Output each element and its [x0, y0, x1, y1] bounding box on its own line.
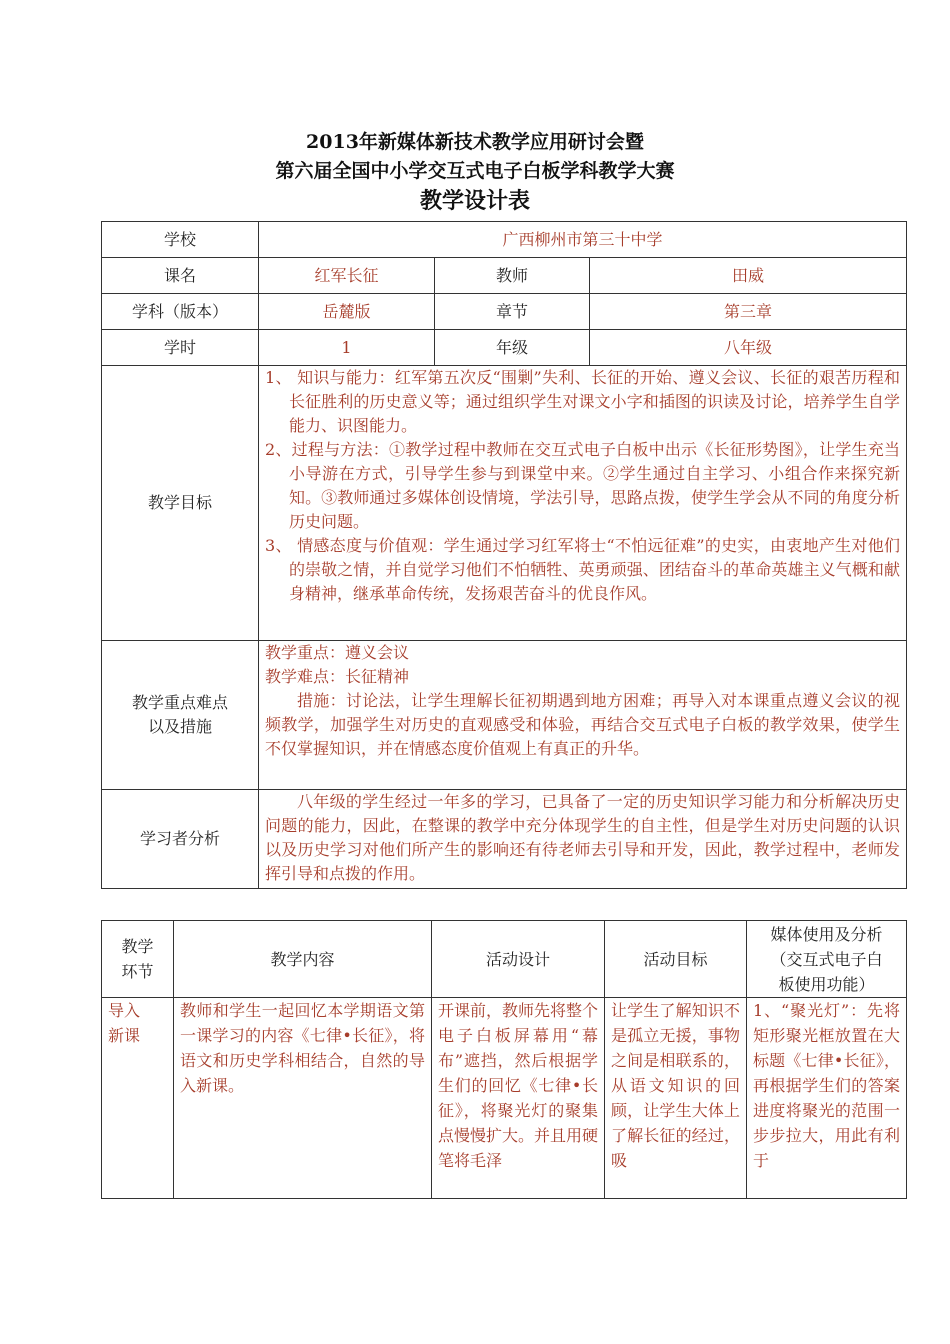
goal-text: 让学生了解知识不是孤立无援，事物之间是相联系的，从语文知识的回顾，让学生大体上了解长征的经过，吸 [611, 1001, 740, 1170]
row-learner [102, 790, 907, 889]
content-text: 教师和学生一起回忆本学期语文第一课学习的内容《七律•长征》，将语文和历史学科相结合，自然的导入新课。 [180, 1001, 425, 1095]
header-media-line-2: （交互式电子白 [770, 949, 883, 969]
header-stage [102, 921, 174, 998]
grade-value: 八年级 [590, 330, 907, 366]
subject-label: 学科（版本） [102, 294, 259, 330]
header-media-line-3: 板使用功能） [778, 974, 875, 994]
keypoints-label-line-2: 以及措施 [147, 717, 212, 736]
activity-text: 开课前，教师先将整个电子白板屏幕用“幕布”遮挡，然后根据学生们的回忆《七律•长征》，将聚光灯的聚集点慢慢扩大。并且用硬笔将毛泽 [438, 1001, 598, 1170]
teaching-measures: 措施：讨论法，让学生理解长征初期遇到地方困难；再导入对本课重点遵义会议的视频教学，加强学生对历史的直观感受和体验，再结合交互式电子白板的教学效果，使学生不仅掌握知识，并在情感态度价值观上有真正的升华。 [265, 691, 900, 758]
stage-line-1: 导入 [108, 1001, 141, 1020]
keypoints-content [259, 641, 907, 790]
school-value: 广西柳州市第三十中学 [259, 222, 907, 258]
grade-label: 年级 [435, 330, 590, 366]
row-course [102, 258, 907, 294]
learner-analysis-text: 八年级的学生经过一年多的学习，已具备了一定的历史知识学习能力和分析解决历史问题的能力，因此，在整课的教学中充分体现学生的自主性，但是学生对历史问题的认识以及历史学习对他们所产生的影响还有待老师去引导和开发，因此，教学过程中，老师发挥引导和点拨的作用。 [265, 792, 900, 883]
activity-cell [432, 998, 605, 1199]
row-objectives [102, 366, 907, 641]
chapter-label: 章节 [435, 294, 590, 330]
hours-value: 1 [259, 330, 435, 366]
row-subject [102, 294, 907, 330]
goal-cell [605, 998, 747, 1199]
header-media [747, 921, 907, 998]
header-goal: 活动目标 [605, 921, 747, 998]
subject-value: 岳麓版 [259, 294, 435, 330]
process-header-row [102, 921, 907, 998]
learner-content [259, 790, 907, 889]
keypoints-label-line-1: 教学重点难点 [131, 693, 228, 712]
teacher-value: 田威 [590, 258, 907, 294]
course-label: 课名 [102, 258, 259, 294]
design-info-table [101, 221, 907, 889]
school-label: 学校 [102, 222, 259, 258]
objective-knowledge: 1、 知识与能力：红军第五次反“围剿”失利、长征的开始、遵义会议、长征的艰苦历程和长征胜利的历史意义等；通过组织学生对课文小字和插图的识读及讨论，培养学生自学能力、识图能力。 [265, 368, 900, 435]
teacher-label: 教师 [435, 258, 590, 294]
teaching-difficulty: 教学难点：长征精神 [265, 667, 410, 686]
title-line-3: 教学设计表 [419, 188, 530, 214]
stage-line-2: 新课 [108, 1026, 141, 1045]
stage-cell [102, 998, 174, 1199]
objectives-label: 教学目标 [102, 366, 259, 641]
header-media-line-1: 媒体使用及分析 [770, 924, 883, 944]
objective-process: 2、过程与方法：①教学过程中教师在交互式电子白板中出示《长征形势图》，让学生充当小导游在方式，引导学生参与到课堂中来。②学生通过自主学习、小组合作来探究新知。③教师通过多媒体创设情境，学法引导，思路点拨，使学生学会从不同的角度分析历史问题。 [265, 440, 900, 531]
header-content: 教学内容 [174, 921, 432, 998]
learner-label: 学习者分析 [102, 790, 259, 889]
keypoints-label [102, 641, 259, 790]
header-stage-line-1: 教学 [121, 937, 154, 956]
objective-emotion: 3、 情感态度与价值观：学生通过学习红军将士“不怕远征难”的史实，由衷地产生对他们的崇敬之情，并自觉学习他们不怕牺牲、英勇顽强、团结奋斗的革命英雄主义气概和献身精神，继承革命传统，发扬艰苦奋斗的优良作风。 [265, 536, 900, 603]
process-row-intro [102, 998, 907, 1199]
objectives-content [259, 366, 907, 641]
chapter-value: 第三章 [590, 294, 907, 330]
media-text: 1、“聚光灯”：先将矩形聚光框放置在大标题《七律•长征》，再根据学生们的答案进度将聚光的范围一步步拉大，用此有利于 [753, 1001, 900, 1170]
course-value: 红军长征 [259, 258, 435, 294]
title-line-2: 第六届全国中小学交互式电子白板学科教学大赛 [275, 160, 675, 182]
teaching-focus: 教学重点：遵义会议 [265, 643, 410, 662]
content-cell [174, 998, 432, 1199]
media-cell [747, 998, 907, 1199]
row-hours [102, 330, 907, 366]
document-title [0, 128, 950, 216]
row-school [102, 222, 907, 258]
header-stage-line-2: 环节 [121, 962, 154, 981]
hours-label: 学时 [102, 330, 259, 366]
teaching-process-table [101, 920, 907, 1199]
header-activity: 活动设计 [432, 921, 605, 998]
row-keypoints [102, 641, 907, 790]
title-line-1: 2013年新媒体新技术教学应用研讨会暨 [306, 131, 644, 153]
